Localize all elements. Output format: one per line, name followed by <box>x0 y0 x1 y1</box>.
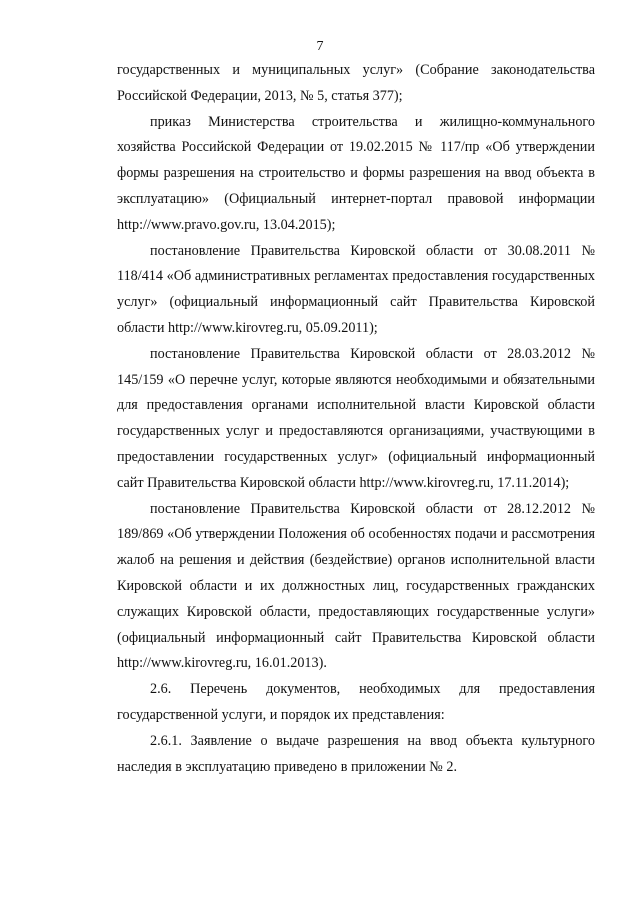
section-2-6-heading: 2.6. Перечень документов, необходимых для предоставления государственной услуги, и порядок их представления: <box>117 681 595 723</box>
document-body <box>117 58 595 780</box>
page-number: 7 <box>316 39 324 54</box>
paragraph-resolution-118-414: постановление Правительства Кировской области от 30.08.2011 № 118/414 «Об административных регламентах предоставления государственных услуг» (официальный информационный сайт Правительства Кировской области http://www.kirovreg.ru, 05.09.2011); <box>117 242 595 336</box>
section-2-6-1: 2.6.1. Заявление о выдаче разрешения на ввод объекта культурного наследия в эксплуатацию приведено в приложении № 2. <box>117 732 595 775</box>
paragraph-resolution-145-159: постановление Правительства Кировской области от 28.03.2012 № 145/159 «О перечне услуг, которые являются необходимыми и обязательными для предоставления органами исполнительной власти Кировской области государственных услуг и предоставляются организациями, участвующими в предоставлении государственных услуг» (официальный информационный сайт Правительства Кировской области http://www.kirovreg.ru, 17.11.2014); <box>117 345 595 491</box>
paragraph-ministry-order: приказ Министерства строительства и жилищно-коммунального хозяйства Российской Федерации от 19.02.2015 № 117/пр «Об утверждении формы разрешения на строительство и формы разрешения на ввод объекта в эксплуатацию» (Официальный интернет-портал правовой информации http://www.pravo.gov.ru, 13.04.2015); <box>117 113 595 233</box>
paragraph-continuation: государственных и муниципальных услуг» (Собрание законодательства Российской Федерации, 2013, № 5, статья 377); <box>117 62 595 104</box>
paragraph-resolution-189-869: постановление Правительства Кировской области от 28.12.2012 № 189/869 «Об утверждении Положения об особенностях подачи и рассмотрения жалоб на решения и действия (бездействие) органов исполнительной власти Кировской области и их должностных лиц, государственных гражданских служащих Кировской области, предоставляющих государственные услуги» (официальный информационный сайт Правительства Кировской области http://www.kirovreg.ru, 16.01.2013). <box>117 500 595 672</box>
